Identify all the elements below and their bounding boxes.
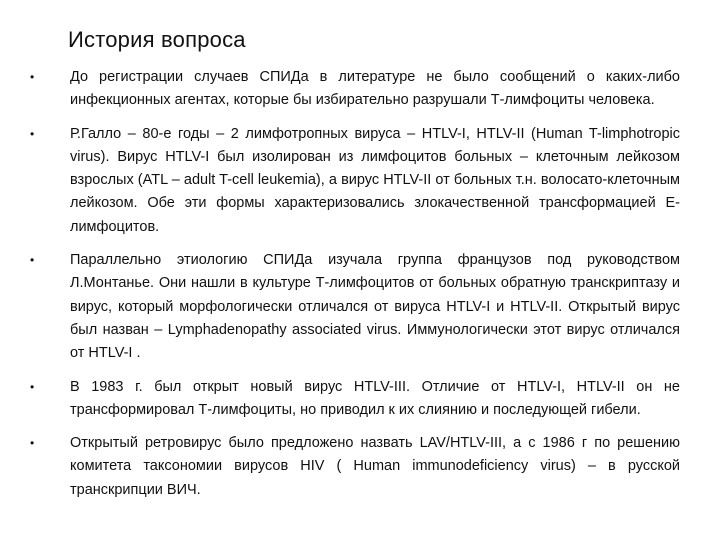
bullet-item — [30, 249, 680, 365]
bullet-icon: • — [30, 126, 35, 141]
bullet-list — [30, 66, 680, 502]
bullet-icon: • — [30, 253, 35, 268]
bullet-text: В 1983 г. был открыт новый вирус HTLV-III. Отличие от HTLV-I, HTLV-II он не трансформировал Т-лимфоциты, но приводил к их слиянию и последующей гибели. — [70, 378, 680, 418]
bullet-text: До регистрации случаев СПИДа в литературе не было сообщений о каких-либо инфекционных агентах, которые бы избирательно разрушали Т-лимфоциты человека. — [70, 69, 680, 109]
bullet-icon: • — [30, 379, 35, 394]
slide-title: История вопроса — [68, 27, 246, 52]
bullet-text: Параллельно этиологию СПИДа изучала группа французов под руководством Л.Монтанье. Они нашли в культуре Т-лимфоцитов от больных обратную транскриптазу и вирус, который морфологически отличался от вируса HTLV-I и HTLV-II. Открытый вирус был назван – Lymphadenopathy associated virus. Иммунологически этот вирус отличался от HTLV-I . — [70, 252, 680, 362]
bullet-item — [30, 432, 680, 502]
bullet-item — [30, 123, 680, 239]
bullet-text: Р.Галло – 80-е годы – 2 лимфотропных вируса – HTLV-I, HTLV-II (Human T-limphotropic virus). Вирус HTLV-I был изолирован из лимфоцитов больных – клеточным лейкозом взрослых (ATL – adult T-cell leukemia), а вирус HTLV-II от больных т.н. волосато-клеточным лейкозом. Обе эти формы характеризовались злокачественной трансформацией Е-лимфоцитов. — [70, 125, 680, 235]
bullet-item — [30, 376, 680, 423]
bullet-text: Открытый ретровирус было предложено назвать LAV/HTLV-III, а с 1986 г по решению комитета таксономии вирусов HIV ( Human immunodeficiency virus) – в русской транскрипции ВИЧ. — [70, 435, 680, 498]
bullet-item — [30, 66, 680, 113]
bullet-icon: • — [30, 70, 35, 84]
bullet-icon: • — [30, 436, 35, 451]
